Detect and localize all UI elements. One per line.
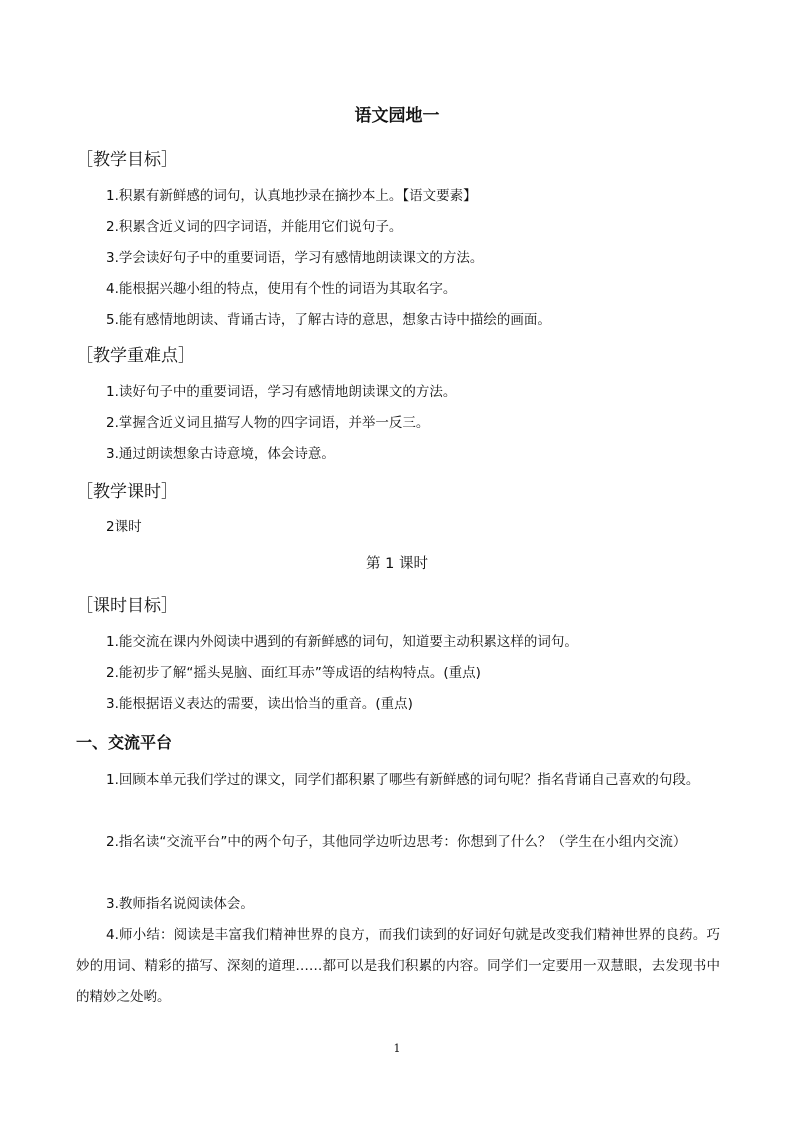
lesson-title: 第 1 课时 (366, 556, 428, 572)
teaching-goal-item: 1.积累有新鲜感的词句，认真地抄录在摘抄本上。【语文要素】 (106, 188, 477, 204)
paragraph: 1.回顾本单元我们学过的课文，同学们都积累了哪些有新鲜感的词句呢？指名背诵自己喜欢的句段。 (106, 772, 700, 788)
teaching-hours-value: 2课时 (106, 519, 142, 535)
page-number: 1 (393, 1042, 401, 1055)
key-point-item: 1.读好句子中的重要词语，学习有感情地朗读课文的方法。 (106, 384, 457, 400)
lesson-goals-heading: ［课时目标］ (76, 596, 178, 616)
lesson-goal-item: 3.能根据语义表达的需要，读出恰当的重音。(重点) (106, 696, 413, 712)
key-point-item: 3.通过朗读想象古诗意境，体会诗意。 (106, 446, 335, 462)
key-points-heading: ［教学重难点］ (76, 346, 195, 366)
teaching-goal-item: 2.积累含近义词的四字词语，并能用它们说句子。 (106, 219, 403, 235)
document-title: 语文园地一 (354, 106, 440, 126)
teaching-goal-item: 5.能有感情地朗读、背诵古诗，了解古诗的意思，想象古诗中描绘的画面。 (106, 312, 551, 328)
paragraph: 2.指名读“交流平台”中的两个句子，其他同学边听边思考：你想到了什么？（学生在小组内交流） (106, 834, 687, 850)
teaching-goal-item: 4.能根据兴趣小组的特点，使用有个性的词语为其取名字。 (106, 281, 457, 297)
teaching-goal-item: 3.学会读好句子中的重要词语，学习有感情地朗读课文的方法。 (106, 250, 484, 266)
teaching-hours-heading: ［教学课时］ (76, 482, 178, 502)
lesson-goal-item: 2.能初步了解“摇头晃脑、面红耳赤”等成语的结构特点。(重点) (106, 665, 481, 681)
lesson-goal-item: 1.能交流在课内外阅读中遇到的有新鲜感的词句，知道要主动积累这样的词句。 (106, 634, 578, 650)
key-point-item: 2.掌握含近义词且描写人物的四字词语，并举一反三。 (106, 415, 430, 431)
part-heading: 一、交流平台 (76, 733, 173, 752)
teaching-goals-heading: ［教学目标］ (76, 150, 178, 170)
paragraph: 4.师小结：阅读是丰富我们精神世界的良方，而我们读到的好词好句就是改变我们精神世界的良药。巧妙的用词、精彩的描写、深刻的道理……都可以是我们积累的内容。同学们一定要用一双慧眼，去发现书中的精妙之处哟。 (76, 927, 720, 1005)
paragraph: 3.教师指名说阅读体会。 (106, 896, 254, 912)
